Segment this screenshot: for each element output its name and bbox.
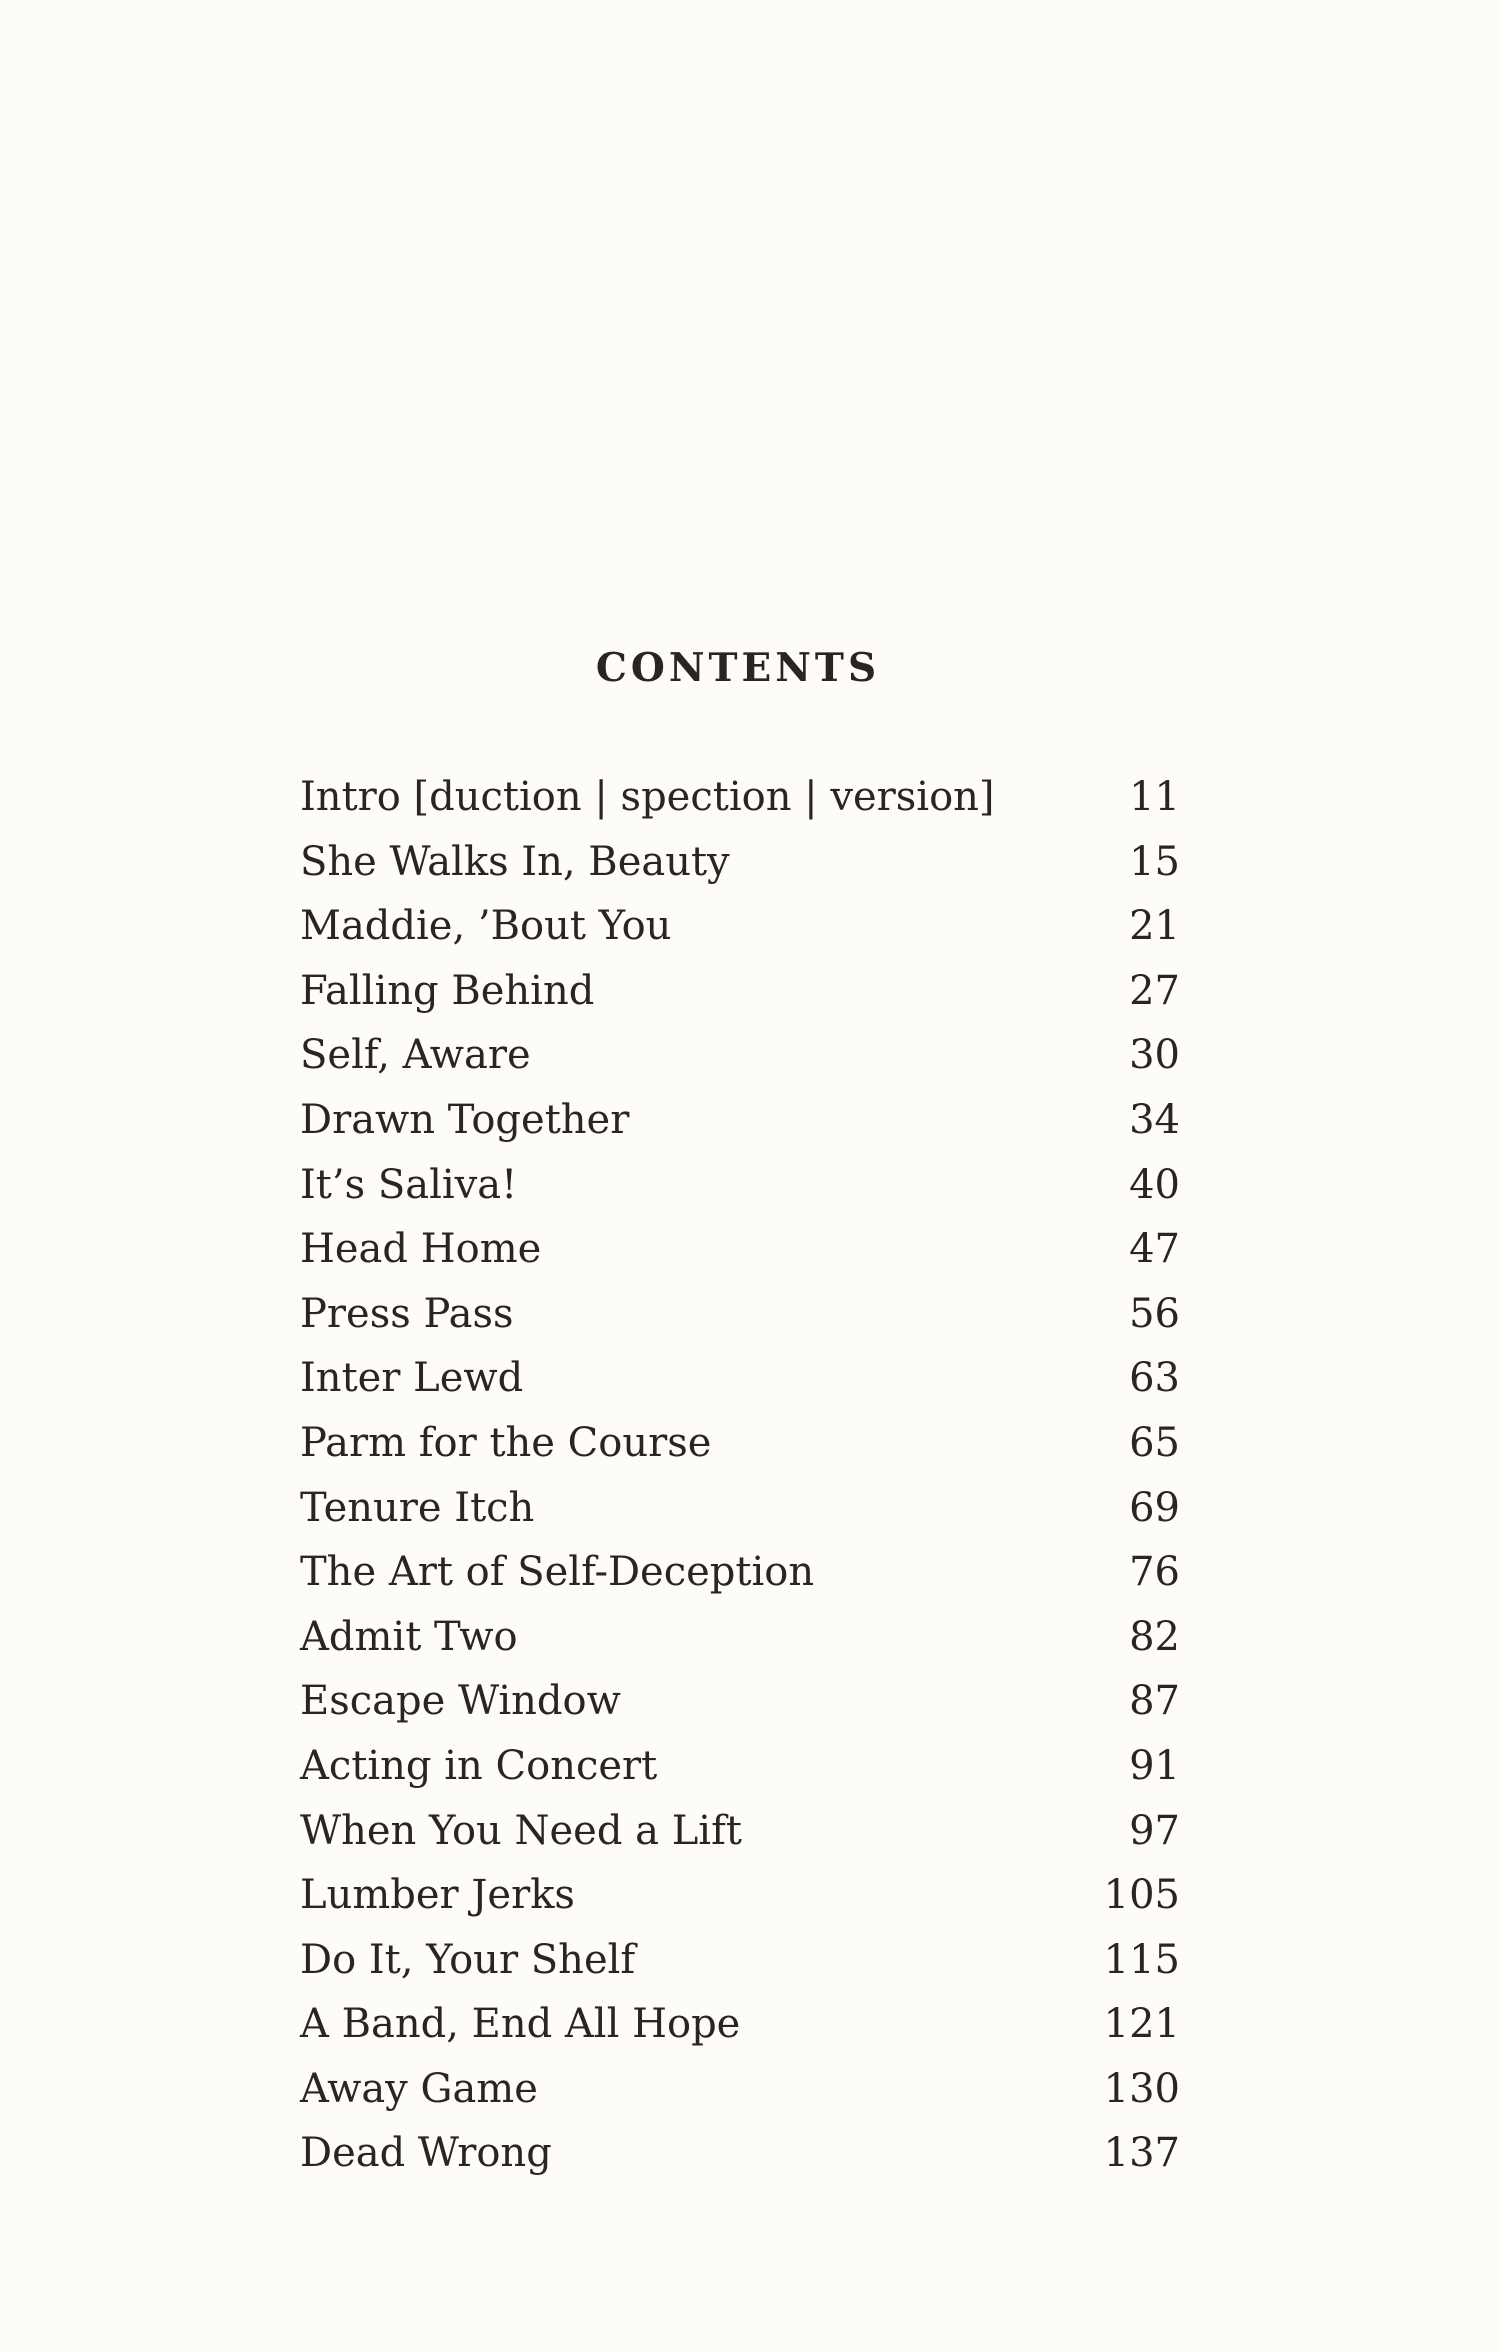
- toc-entry: [300, 1734, 1180, 1799]
- toc-entry-page: 76: [1129, 1549, 1180, 1596]
- toc-entry-page: 30: [1129, 1032, 1180, 1079]
- toc-entry-page: 105: [1103, 1872, 1180, 1919]
- toc-entry-page: 34: [1129, 1096, 1180, 1143]
- toc-entry-title: Acting in Concert: [300, 1742, 658, 1789]
- toc-entry: [300, 1992, 1180, 2057]
- toc-entry-page: 11: [1129, 774, 1180, 820]
- toc-entry-page: 65: [1129, 1419, 1180, 1466]
- toc-entry: [300, 2121, 1180, 2186]
- toc-entry-page: 27: [1129, 967, 1180, 1014]
- toc-entry-title: Admit Two: [300, 1613, 518, 1660]
- toc-entry-title: Dead Wrong: [300, 2130, 552, 2177]
- toc-entry: [300, 1217, 1180, 1282]
- toc-entry-title: It’s Saliva!: [300, 1161, 518, 1208]
- toc-entry-page: 69: [1129, 1484, 1180, 1531]
- toc-entry: [300, 2057, 1180, 2122]
- toc-entry: [300, 1411, 1180, 1476]
- toc-entry: [300, 1540, 1180, 1605]
- toc-entry-title: Drawn Together: [300, 1096, 630, 1143]
- toc-entry: [300, 1605, 1180, 1670]
- page-title: CONTENTS: [595, 645, 881, 691]
- toc-entry-page: 21: [1129, 903, 1180, 950]
- toc-entry-title: When You Need a Lift: [300, 1807, 742, 1854]
- toc-entry: [300, 894, 1180, 959]
- table-of-contents: [300, 765, 1180, 2186]
- toc-entry-title: A Band, End All Hope: [300, 2001, 741, 2048]
- toc-entry-title: Parm for the Course: [300, 1419, 712, 1466]
- toc-entry-title: Away Game: [300, 2065, 538, 2112]
- toc-entry-page: 63: [1129, 1355, 1180, 1402]
- toc-entry-title: She Walks In, Beauty: [300, 838, 730, 885]
- toc-entry-title: Inter Lewd: [300, 1355, 524, 1402]
- toc-entry: [300, 1088, 1180, 1153]
- toc-entry-page: 15: [1129, 838, 1180, 885]
- toc-entry-page: 47: [1129, 1226, 1180, 1273]
- toc-entry-title: Escape Window: [300, 1678, 621, 1725]
- toc-entry: [300, 959, 1180, 1024]
- toc-entry-page: 115: [1103, 1936, 1180, 1983]
- toc-entry-page: 130: [1103, 2065, 1180, 2112]
- toc-entry-page: 87: [1129, 1678, 1180, 1725]
- toc-entry-page: 137: [1103, 2130, 1180, 2177]
- toc-entry-page: 121: [1103, 2001, 1180, 2048]
- toc-entry-title: Maddie, ’Bout You: [300, 903, 672, 950]
- toc-entry-title: Press Pass: [300, 1290, 514, 1337]
- toc-entry: [300, 1346, 1180, 1411]
- toc-entry: [300, 1023, 1180, 1088]
- toc-entry-title: The Art of Self-Deception: [300, 1549, 815, 1596]
- toc-entry: [300, 1799, 1180, 1864]
- toc-entry-title: Head Home: [300, 1226, 542, 1273]
- toc-entry-title: Tenure Itch: [300, 1484, 535, 1531]
- toc-entry-title: Do It, Your Shelf: [300, 1936, 636, 1983]
- toc-entry-title: Lumber Jerks: [300, 1872, 575, 1919]
- toc-entry: [300, 1476, 1180, 1541]
- toc-entry: [300, 1282, 1180, 1347]
- toc-entry: [300, 1669, 1180, 1734]
- toc-entry: [300, 830, 1180, 895]
- toc-entry: [300, 1863, 1180, 1928]
- toc-entry-title: Self, Aware: [300, 1032, 531, 1079]
- toc-entry-title: Intro [duction | spection | version]: [300, 774, 995, 820]
- toc-entry-page: 40: [1129, 1161, 1180, 1208]
- toc-entry-title: Falling Behind: [300, 967, 595, 1014]
- toc-entry-page: 97: [1129, 1807, 1180, 1854]
- toc-entry-page: 56: [1129, 1290, 1180, 1337]
- toc-entry: [300, 765, 1180, 830]
- toc-entry-page: 82: [1129, 1613, 1180, 1660]
- toc-entry: [300, 1928, 1180, 1993]
- toc-entry-page: 91: [1129, 1742, 1180, 1789]
- toc-entry: [300, 1153, 1180, 1218]
